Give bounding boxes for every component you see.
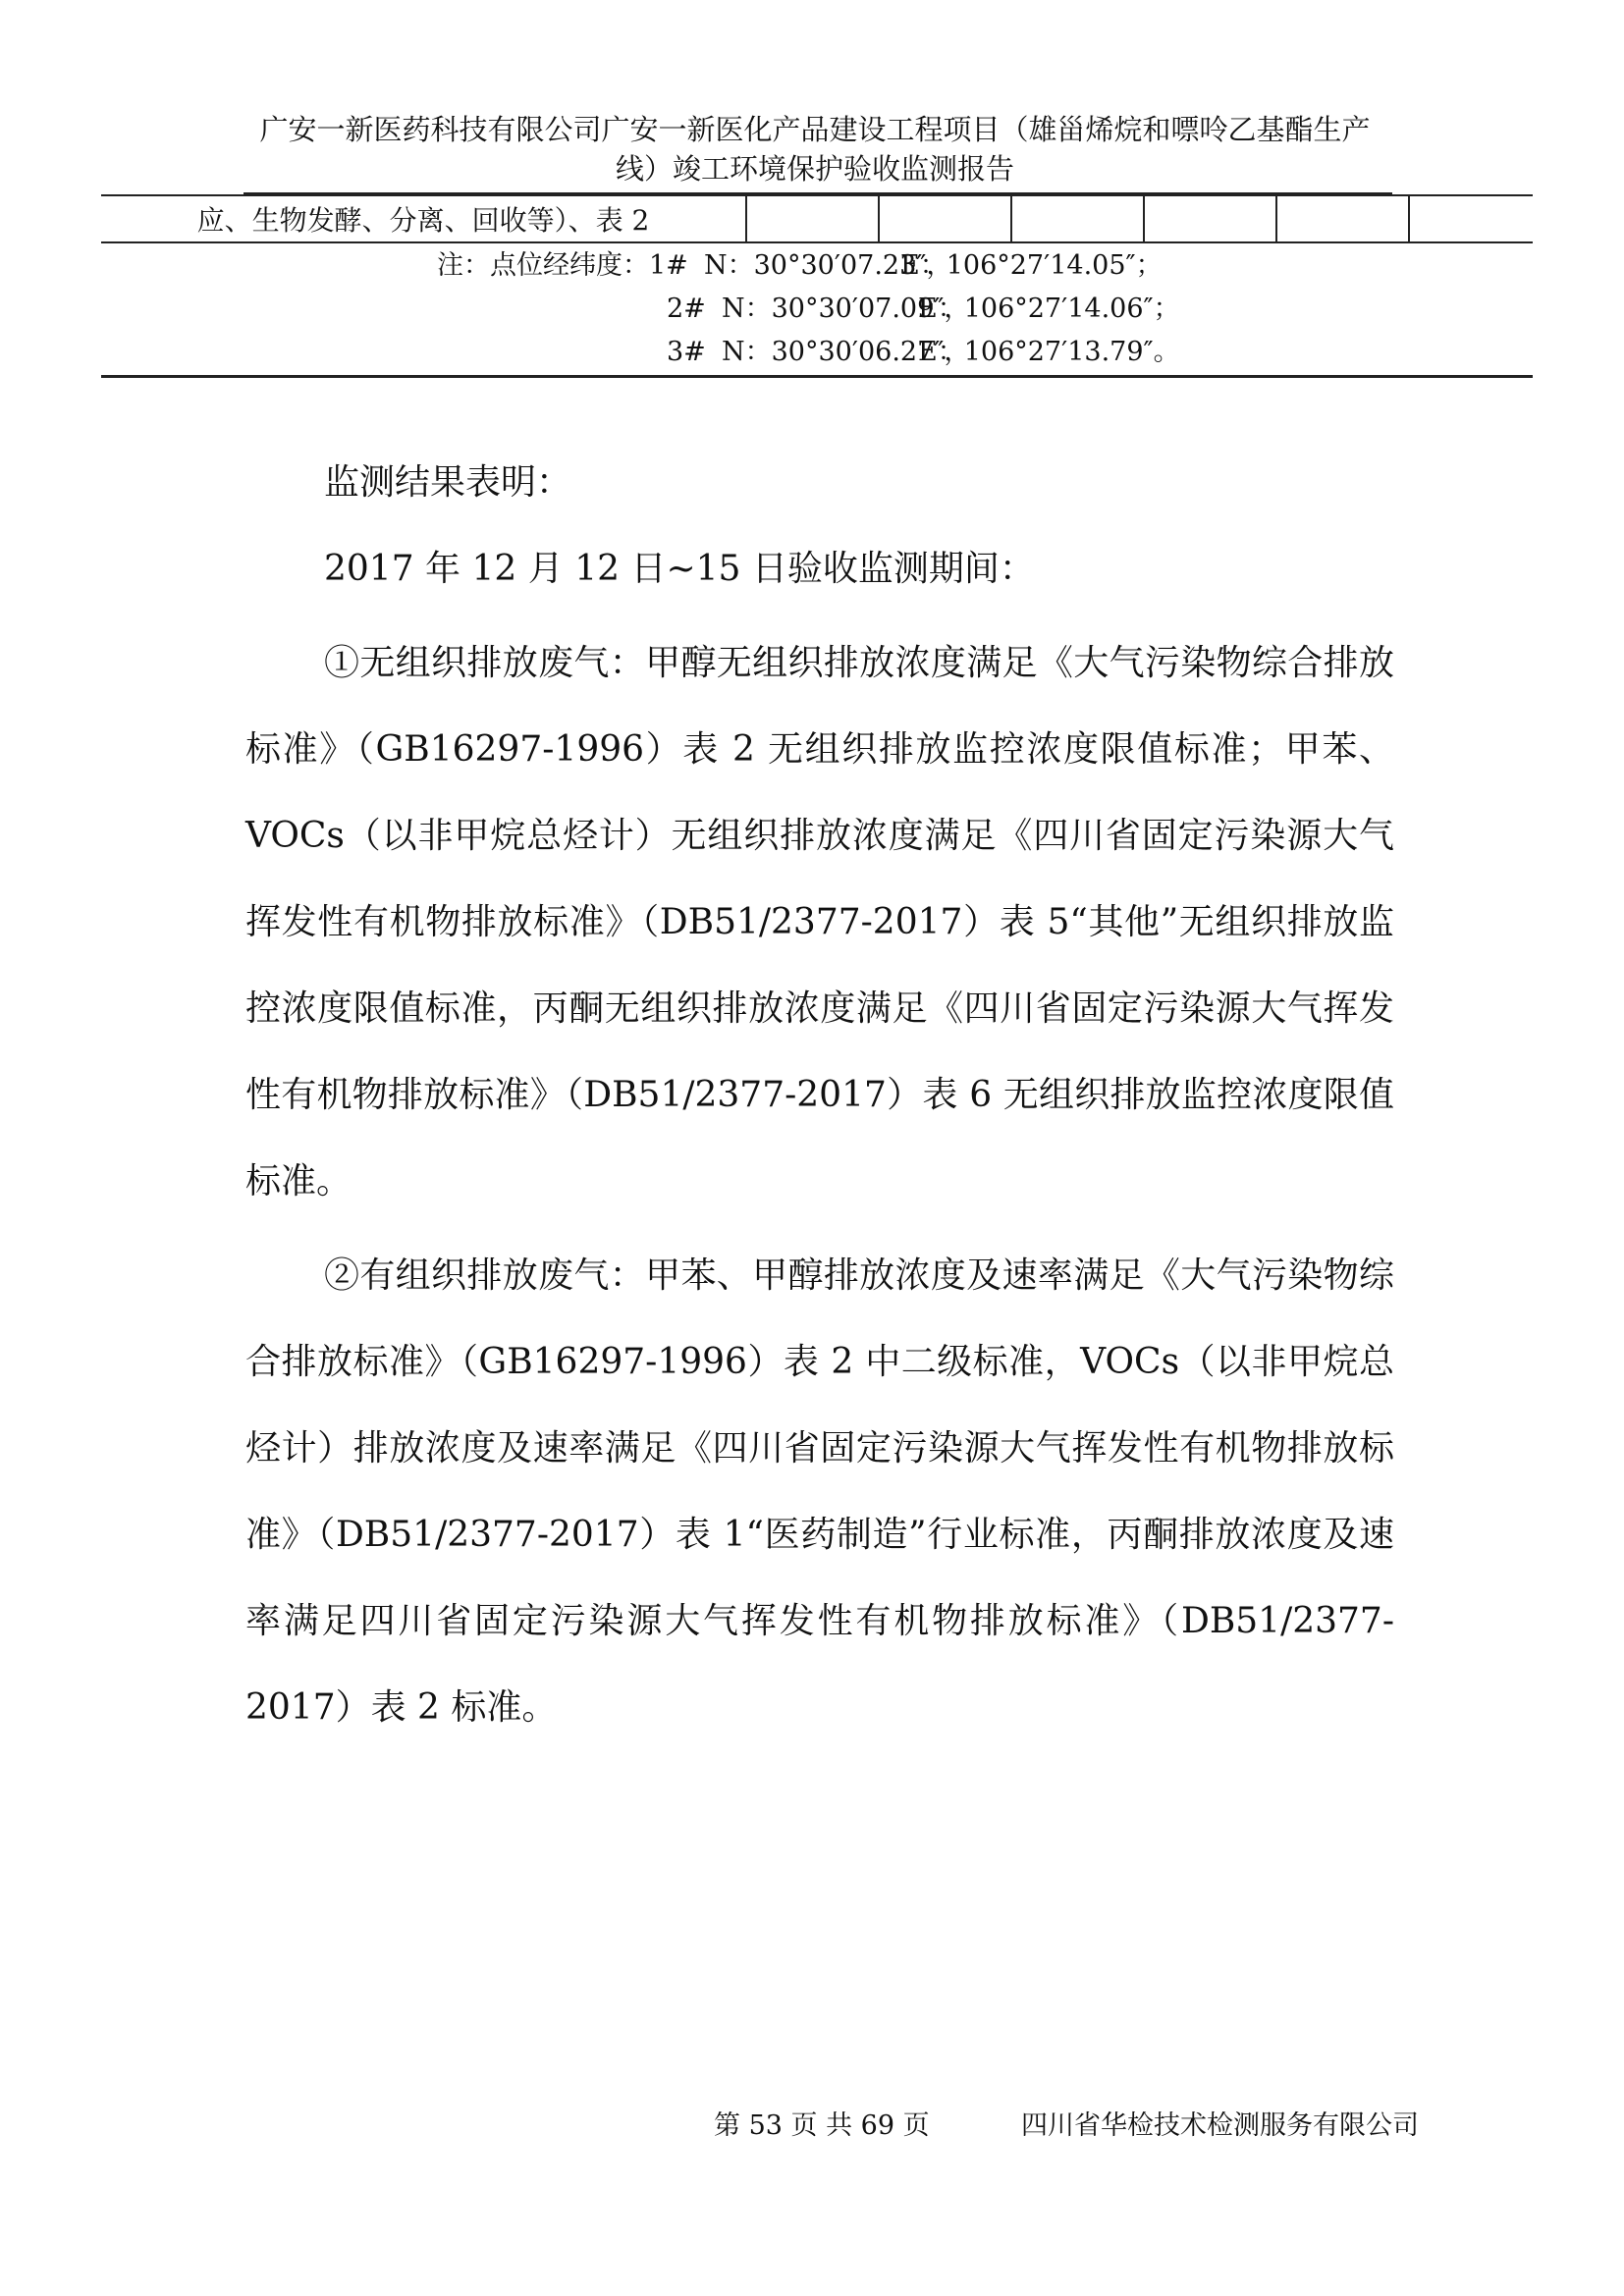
unorganized-emission-paragraph: ①无组织排放废气：甲醇无组织排放浓度满足《大气污染物综合排放标准》（GB16297-1996）表 2 无组织排放监控浓度限值标准；甲苯、VOCs（以非甲烷总烃计）无组织排放浓度满足《四川省固定污染源大气挥发性有机物排放标准》（DB51/2377-2017）表 5“其他”无组织排放监控浓度限值标准，丙酮无组织排放浓度满足《四川省固定污染源大气挥发性有机物排放标准》（DB51/2377-2017）表 6 无组织排放监控浓度限值标准。 (245, 643, 1394, 1201)
point-north: N：30°30′07.23″， (704, 250, 953, 281)
footer-company: 四川省华检技术检测服务有限公司 (1021, 2110, 1419, 2141)
point-east: E：106°27′14.05″； (900, 250, 1163, 281)
table-cell-empty (1144, 195, 1276, 242)
table-fragment (101, 194, 1533, 243)
monitoring-period: 2017 年 12 月 12 日~15 日验收监测期间： (324, 549, 1035, 589)
point-id: 3# (667, 337, 706, 367)
point-east: E：106°27′13.79″。 (918, 337, 1180, 367)
header-title-line2: 线）竣工环境保护验收监测报告 (615, 152, 1014, 186)
table-row (101, 195, 1533, 242)
point-north: N：30°30′06.27″， (722, 337, 971, 367)
report-header (236, 110, 1394, 188)
table-cell-empty (1409, 195, 1533, 242)
table-cell-empty (879, 195, 1011, 242)
note-line-2 (667, 290, 1180, 329)
note-line-1 (437, 246, 1163, 286)
organized-emission-paragraph: ②有组织排放废气：甲苯、甲醇排放浓度及速率满足《大气污染物综合排放标准》（GB16297-1996）表 2 中二级标准，VOCs（以非甲烷总烃计）排放浓度及速率满足《四川省固定污染源大气挥发性有机物排放标准》（DB51/2377-2017）表 1“医药制造”行业标准，丙酮排放浓度及速率满足四川省固定污染源大气挥发性有机物排放标准》（DB51/2377-2017）表 2 标准。 (245, 1255, 1394, 1728)
header-title-line1: 广安一新医药科技有限公司广安一新医化产品建设工程项目（雄甾烯烷和嘌呤乙基酯生产 (259, 113, 1371, 146)
results-intro: 监测结果表明： (324, 462, 572, 503)
note-prefix: 注：点位经纬度： (437, 250, 649, 281)
table-cell-first: 应、生物发酵、分离、回收等）、表 2 (101, 195, 746, 242)
point-id: 2# (667, 294, 706, 324)
point-id: 1# (649, 250, 688, 281)
table-cell-empty (1011, 195, 1144, 242)
point-east: E：106°27′14.06″； (918, 294, 1180, 324)
coordinates-note (101, 241, 1533, 378)
report-body (245, 440, 1394, 1751)
page-number: 第 53 页 共 69 页 (714, 2110, 930, 2141)
table-cell-empty (746, 195, 879, 242)
note-line-3 (667, 333, 1180, 372)
point-north: N：30°30′07.09″， (722, 294, 971, 324)
table-cell-empty (1276, 195, 1409, 242)
